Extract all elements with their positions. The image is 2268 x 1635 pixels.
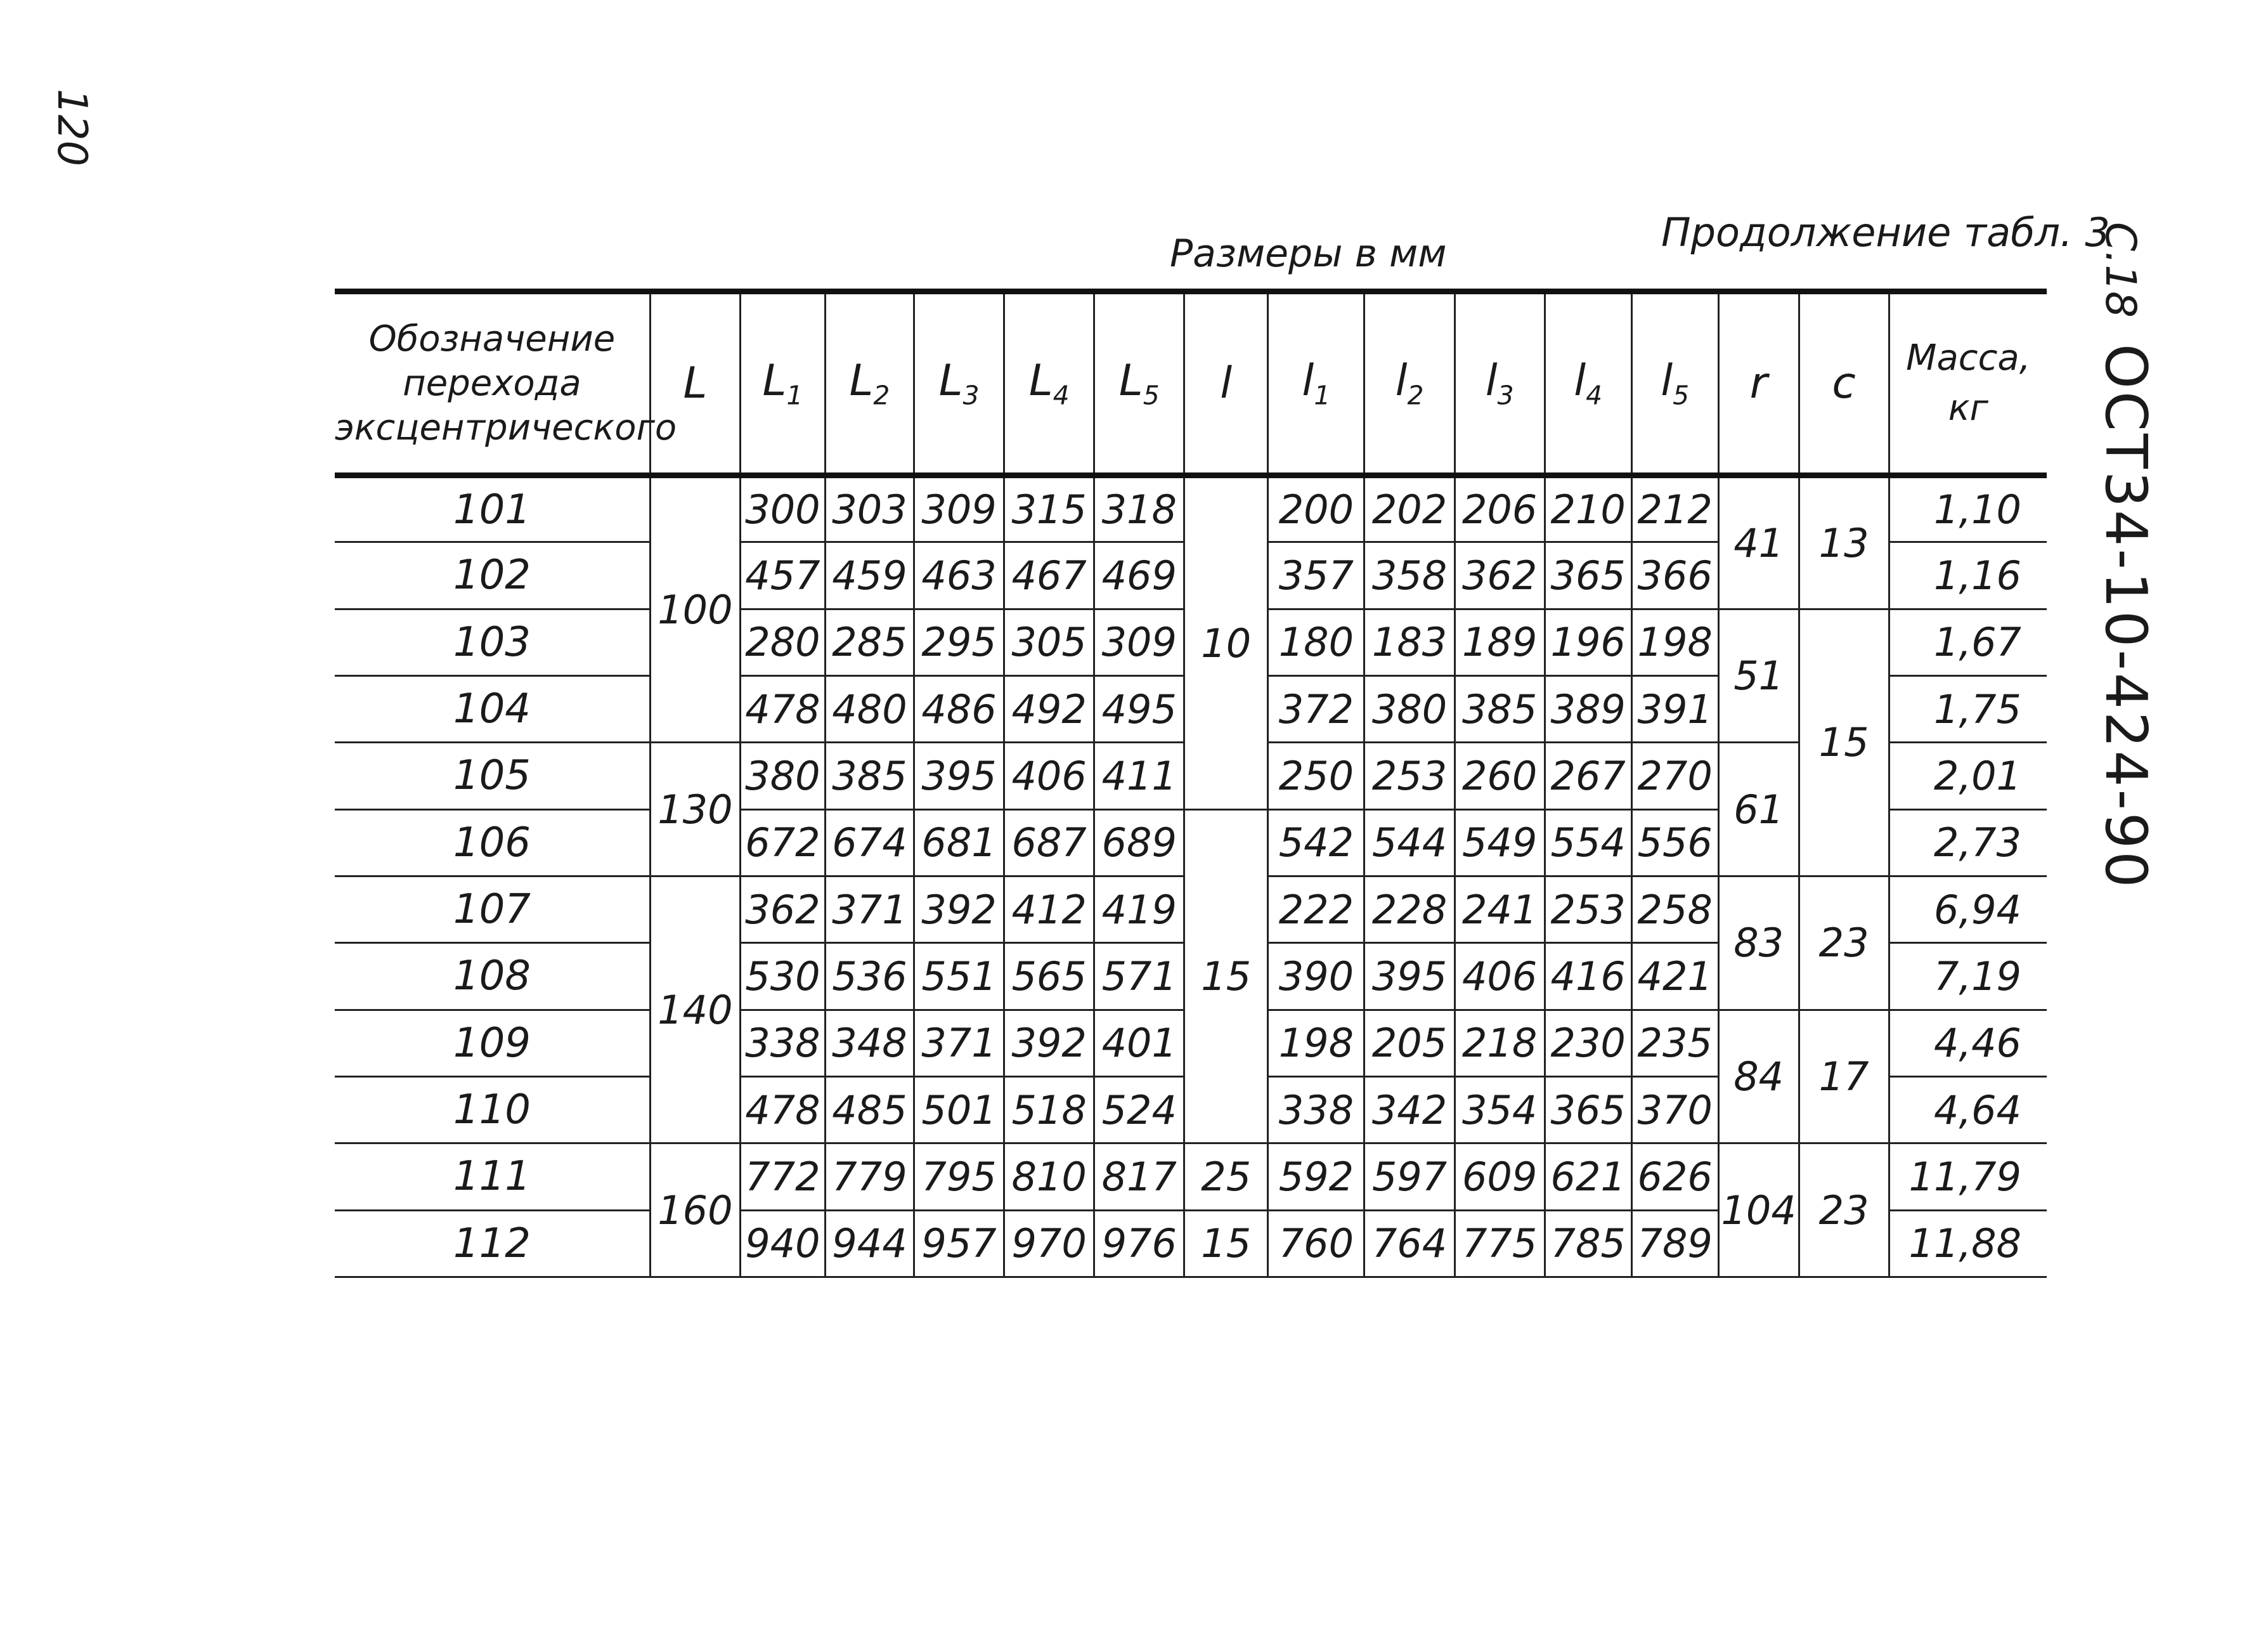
r-cell: 83 — [1718, 876, 1799, 1010]
L1-cell: 772 — [740, 1143, 825, 1210]
header-L2: $L_2$ — [825, 292, 914, 476]
l2-cell: 358 — [1364, 542, 1455, 609]
L2-cell: 944 — [825, 1210, 914, 1277]
table-row — [335, 476, 2047, 542]
L1-cell: 940 — [740, 1210, 825, 1277]
r-cell: 61 — [1718, 743, 1799, 876]
l3-cell: 406 — [1455, 943, 1545, 1010]
mass-cell: 1,10 — [1889, 476, 2047, 542]
header-L5: $L_5$ — [1094, 292, 1184, 476]
l5-cell: 235 — [1631, 1010, 1718, 1076]
header-L: L — [650, 292, 740, 476]
mass-cell: 11,79 — [1889, 1143, 2047, 1210]
l3-cell: 206 — [1455, 476, 1545, 542]
l-cell: 15 — [1184, 1210, 1268, 1277]
L4-cell: 810 — [1004, 1143, 1094, 1210]
l1-cell: 592 — [1268, 1143, 1364, 1210]
l5-cell: 626 — [1631, 1143, 1718, 1210]
header-l3: $l_3$ — [1455, 292, 1545, 476]
L2-cell: 285 — [825, 609, 914, 675]
L3-cell: 392 — [914, 876, 1004, 942]
l3-cell: 549 — [1455, 809, 1545, 876]
L3-cell: 295 — [914, 609, 1004, 675]
l2-cell: 228 — [1364, 876, 1455, 942]
l1-cell: 198 — [1268, 1010, 1364, 1076]
L4-cell: 970 — [1004, 1210, 1094, 1277]
designation-cell: 106 — [335, 809, 650, 876]
l1-cell: 357 — [1268, 542, 1364, 609]
l1-cell: 760 — [1268, 1210, 1364, 1277]
designation-cell: 109 — [335, 1010, 650, 1076]
designation-cell: 110 — [335, 1076, 650, 1143]
l3-cell: 609 — [1455, 1143, 1545, 1210]
r-cell: 41 — [1718, 476, 1799, 609]
header-L4: $L_4$ — [1004, 292, 1094, 476]
L1-cell: 338 — [740, 1010, 825, 1076]
L2-cell: 536 — [825, 943, 914, 1010]
L5-cell: 419 — [1094, 876, 1184, 942]
L2-cell: 459 — [825, 542, 914, 609]
l3-cell: 362 — [1455, 542, 1545, 609]
L1-cell: 478 — [740, 675, 825, 742]
header-c: c — [1799, 292, 1889, 476]
L3-cell: 681 — [914, 809, 1004, 876]
r-cell: 104 — [1718, 1143, 1799, 1277]
L3-cell: 795 — [914, 1143, 1004, 1210]
L2-cell: 385 — [825, 743, 914, 809]
L1-cell: 280 — [740, 609, 825, 675]
l2-cell: 183 — [1364, 609, 1455, 675]
table-continuation-caption: Продолжение табл. 3 — [1661, 209, 2110, 256]
L1-cell: 478 — [740, 1076, 825, 1143]
page-reference: С.18 — [2096, 222, 2145, 318]
l3-cell: 260 — [1455, 743, 1545, 809]
designation-cell: 111 — [335, 1143, 650, 1210]
l-cell: 25 — [1184, 1143, 1268, 1210]
l1-cell: 180 — [1268, 609, 1364, 675]
l2-cell: 380 — [1364, 675, 1455, 742]
L2-cell: 674 — [825, 809, 914, 876]
L3-cell: 395 — [914, 743, 1004, 809]
L5-cell: 401 — [1094, 1010, 1184, 1076]
L1-cell: 530 — [740, 943, 825, 1010]
l4-cell: 253 — [1545, 876, 1631, 942]
designation-cell: 107 — [335, 876, 650, 942]
l2-cell: 202 — [1364, 476, 1455, 542]
L4-cell: 565 — [1004, 943, 1094, 1010]
l4-cell: 196 — [1545, 609, 1631, 675]
L3-cell: 486 — [914, 675, 1004, 742]
header-L3: $L_3$ — [914, 292, 1004, 476]
designation-cell: 102 — [335, 542, 650, 609]
L5-cell: 469 — [1094, 542, 1184, 609]
l1-cell: 200 — [1268, 476, 1364, 542]
l4-cell: 230 — [1545, 1010, 1631, 1076]
L1-cell: 362 — [740, 876, 825, 942]
l5-cell: 258 — [1631, 876, 1718, 942]
header-L1: $L_1$ — [740, 292, 825, 476]
l4-cell: 554 — [1545, 809, 1631, 876]
L2-cell: 779 — [825, 1143, 914, 1210]
designation-cell: 108 — [335, 943, 650, 1010]
header-l2: $l_2$ — [1364, 292, 1455, 476]
l3-cell: 241 — [1455, 876, 1545, 942]
L4-cell: 315 — [1004, 476, 1094, 542]
mass-cell: 4,46 — [1889, 1010, 2047, 1076]
L4-cell: 412 — [1004, 876, 1094, 942]
L1-cell: 380 — [740, 743, 825, 809]
header-row — [335, 292, 2047, 476]
designation-cell: 105 — [335, 743, 650, 809]
header-l: l — [1184, 292, 1268, 476]
L4-cell: 406 — [1004, 743, 1094, 809]
L2-cell: 348 — [825, 1010, 914, 1076]
L3-cell: 957 — [914, 1210, 1004, 1277]
l4-cell: 365 — [1545, 1076, 1631, 1143]
l3-cell: 775 — [1455, 1210, 1545, 1277]
l2-cell: 253 — [1364, 743, 1455, 809]
L5-cell: 976 — [1094, 1210, 1184, 1277]
L3-cell: 309 — [914, 476, 1004, 542]
designation-cell: 112 — [335, 1210, 650, 1277]
l2-cell: 764 — [1364, 1210, 1455, 1277]
c-cell: 17 — [1799, 1010, 1889, 1143]
c-cell: 23 — [1799, 1143, 1889, 1277]
L5-cell: 817 — [1094, 1143, 1184, 1210]
l-cell: 15 — [1184, 809, 1268, 1143]
units-caption: Размеры в мм — [1170, 231, 1447, 276]
L4-cell: 392 — [1004, 1010, 1094, 1076]
l1-cell: 250 — [1268, 743, 1364, 809]
L5-cell: 411 — [1094, 743, 1184, 809]
l2-cell: 544 — [1364, 809, 1455, 876]
l4-cell: 267 — [1545, 743, 1631, 809]
designation-cell: 101 — [335, 476, 650, 542]
l2-cell: 395 — [1364, 943, 1455, 1010]
page-number: 120 — [48, 89, 95, 167]
L5-cell: 524 — [1094, 1076, 1184, 1143]
L-cell: 130 — [650, 743, 740, 876]
L4-cell: 467 — [1004, 542, 1094, 609]
L3-cell: 463 — [914, 542, 1004, 609]
L-cell: 140 — [650, 876, 740, 1143]
L4-cell: 518 — [1004, 1076, 1094, 1143]
c-cell: 15 — [1799, 609, 1889, 876]
L2-cell: 303 — [825, 476, 914, 542]
l4-cell: 785 — [1545, 1210, 1631, 1277]
L2-cell: 371 — [825, 876, 914, 942]
l5-cell: 366 — [1631, 542, 1718, 609]
L5-cell: 495 — [1094, 675, 1184, 742]
header-l5: $l_5$ — [1631, 292, 1718, 476]
table-row — [335, 1143, 2047, 1210]
L1-cell: 672 — [740, 809, 825, 876]
l4-cell: 210 — [1545, 476, 1631, 542]
mass-cell: 2,73 — [1889, 809, 2047, 876]
l1-cell: 542 — [1268, 809, 1364, 876]
L-cell: 100 — [650, 476, 740, 743]
header-r: r — [1718, 292, 1799, 476]
mass-cell: 11,88 — [1889, 1210, 2047, 1277]
l4-cell: 621 — [1545, 1143, 1631, 1210]
l5-cell: 421 — [1631, 943, 1718, 1010]
L5-cell: 689 — [1094, 809, 1184, 876]
mass-cell: 7,19 — [1889, 943, 2047, 1010]
mass-cell: 6,94 — [1889, 876, 2047, 942]
r-cell: 84 — [1718, 1010, 1799, 1143]
header-mass: Масса, кг — [1889, 292, 2047, 476]
L5-cell: 318 — [1094, 476, 1184, 542]
document-code — [2092, 222, 2159, 890]
dimensions-table — [335, 289, 2047, 1278]
l5-cell: 198 — [1631, 609, 1718, 675]
L3-cell: 551 — [914, 943, 1004, 1010]
c-cell: 13 — [1799, 476, 1889, 609]
L4-cell: 305 — [1004, 609, 1094, 675]
l2-cell: 342 — [1364, 1076, 1455, 1143]
c-cell: 23 — [1799, 876, 1889, 1010]
header-l4: $l_4$ — [1545, 292, 1631, 476]
mass-cell: 1,16 — [1889, 542, 2047, 609]
L4-cell: 492 — [1004, 675, 1094, 742]
l3-cell: 354 — [1455, 1076, 1545, 1143]
L1-cell: 457 — [740, 542, 825, 609]
L1-cell: 300 — [740, 476, 825, 542]
header-designation: Обозначение перехода эксцентрического — [335, 292, 650, 476]
header-l1: $l_1$ — [1268, 292, 1364, 476]
l-cell: 10 — [1184, 476, 1268, 810]
l1-cell: 222 — [1268, 876, 1364, 942]
l4-cell: 416 — [1545, 943, 1631, 1010]
L2-cell: 480 — [825, 675, 914, 742]
l1-cell: 338 — [1268, 1076, 1364, 1143]
l1-cell: 390 — [1268, 943, 1364, 1010]
l2-cell: 597 — [1364, 1143, 1455, 1210]
mass-cell: 1,75 — [1889, 675, 2047, 742]
l1-cell: 372 — [1268, 675, 1364, 742]
l5-cell: 270 — [1631, 743, 1718, 809]
L3-cell: 501 — [914, 1076, 1004, 1143]
l4-cell: 389 — [1545, 675, 1631, 742]
l3-cell: 189 — [1455, 609, 1545, 675]
l5-cell: 370 — [1631, 1076, 1718, 1143]
l2-cell: 205 — [1364, 1010, 1455, 1076]
mass-cell: 4,64 — [1889, 1076, 2047, 1143]
designation-cell: 104 — [335, 675, 650, 742]
r-cell: 51 — [1718, 609, 1799, 743]
l5-cell: 212 — [1631, 476, 1718, 542]
mass-cell: 1,67 — [1889, 609, 2047, 675]
l5-cell: 556 — [1631, 809, 1718, 876]
l3-cell: 385 — [1455, 675, 1545, 742]
L2-cell: 485 — [825, 1076, 914, 1143]
designation-cell: 103 — [335, 609, 650, 675]
l4-cell: 365 — [1545, 542, 1631, 609]
l5-cell: 391 — [1631, 675, 1718, 742]
mass-cell: 2,01 — [1889, 743, 2047, 809]
l5-cell: 789 — [1631, 1210, 1718, 1277]
document-designation: ОСТ34-10-424-90 — [2092, 344, 2159, 890]
L-cell: 160 — [650, 1143, 740, 1277]
L3-cell: 371 — [914, 1010, 1004, 1076]
L5-cell: 309 — [1094, 609, 1184, 675]
L5-cell: 571 — [1094, 943, 1184, 1010]
L4-cell: 687 — [1004, 809, 1094, 876]
l3-cell: 218 — [1455, 1010, 1545, 1076]
